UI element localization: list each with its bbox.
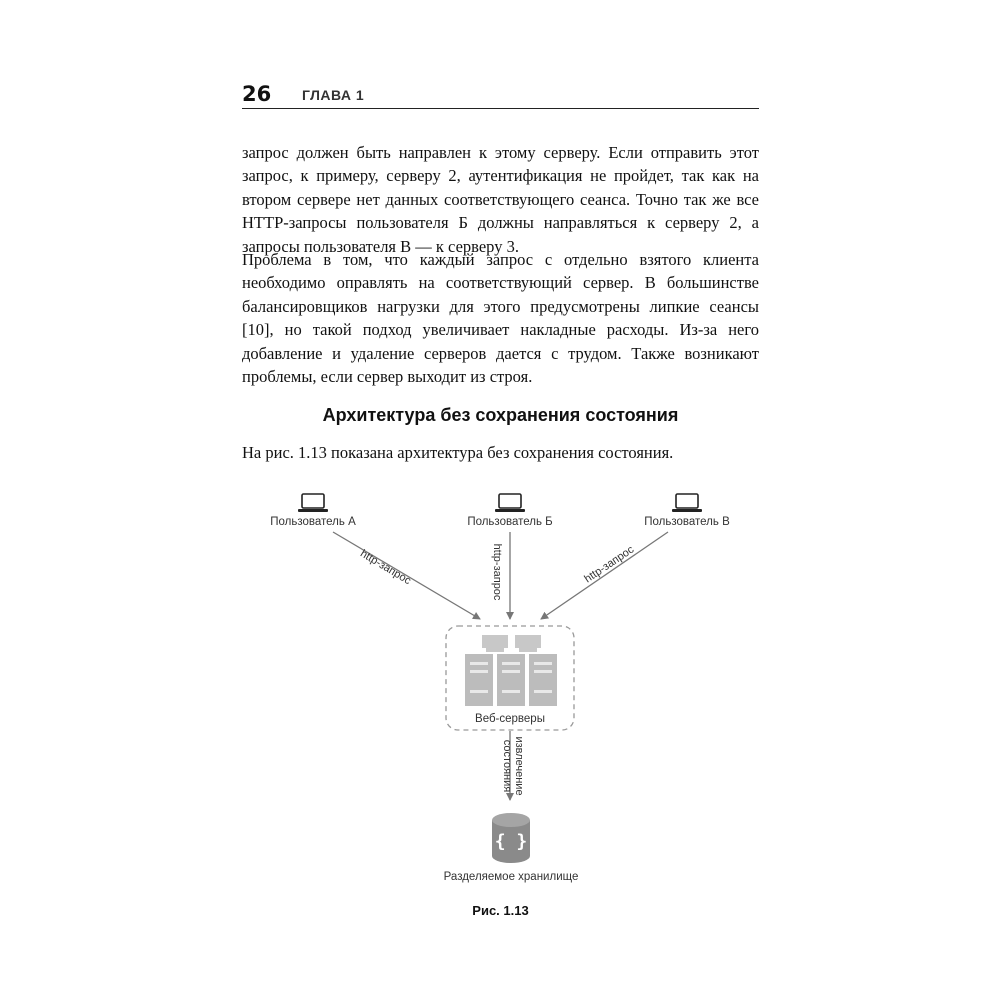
server-rack-icon [465,635,557,706]
user-a-label: Пользователь А [270,516,356,528]
chapter-title: ГЛАВА 1 [302,87,365,103]
user-v [644,494,730,528]
database-icon [492,813,530,863]
laptop-icon [298,494,328,512]
storage-label: Разделяемое хранилище [443,871,579,883]
web-servers-label: Веб-серверы [475,713,545,725]
section-title: Архитектура без сохранения состояния [322,405,679,425]
paragraph-1: запрос должен быть направлен к этому серверу. Если отправить этот запрос, к примеру, серверу 2, аутентификация не пройдет, так как на втором сервере нет данных соответствующего сеанса. Точно так же все HTTP-запросы пользователя Б должны направляться к серверу 2, а запросы пользователя В — к серверу 3. [242,143,759,256]
shared-storage [444,813,579,883]
user-v-label: Пользователь В [644,516,730,528]
request-label-b: http-запрос [491,543,503,601]
figure-caption: Рис. 1.13 [472,903,529,918]
request-arrow-v [541,532,668,619]
laptop-icon [672,494,702,512]
fetch-state-label-line1: извлечение [513,736,525,796]
user-a [270,494,356,528]
user-b [467,494,552,528]
intro-paragraph: На рис. 1.13 показана архитектура без сохранения состояния. [242,443,674,462]
svg-text:{ }: { } [494,831,528,852]
paragraph-2: Проблема в том, что каждый запрос с отдельно взятого клиента необходимо оправлять на соответствующий сервер. В большинстве балансировщиков нагрузки для этого предусмотрены липкие сеансы [10], но такой подход увеличивает накладные расходы. Из-за него добавление и удаление серверов дается с трудом. Также возникают проблемы, если сервер выходит из строя. [242,250,759,387]
web-servers [446,626,574,730]
request-label-v: http-запрос [582,543,637,586]
user-b-label: Пользователь Б [467,516,553,528]
page-number: 26 [242,82,272,106]
laptop-icon [495,494,525,512]
request-label-a: http-запрос [358,547,414,588]
fetch-state-label-line2: состояния [501,739,513,793]
